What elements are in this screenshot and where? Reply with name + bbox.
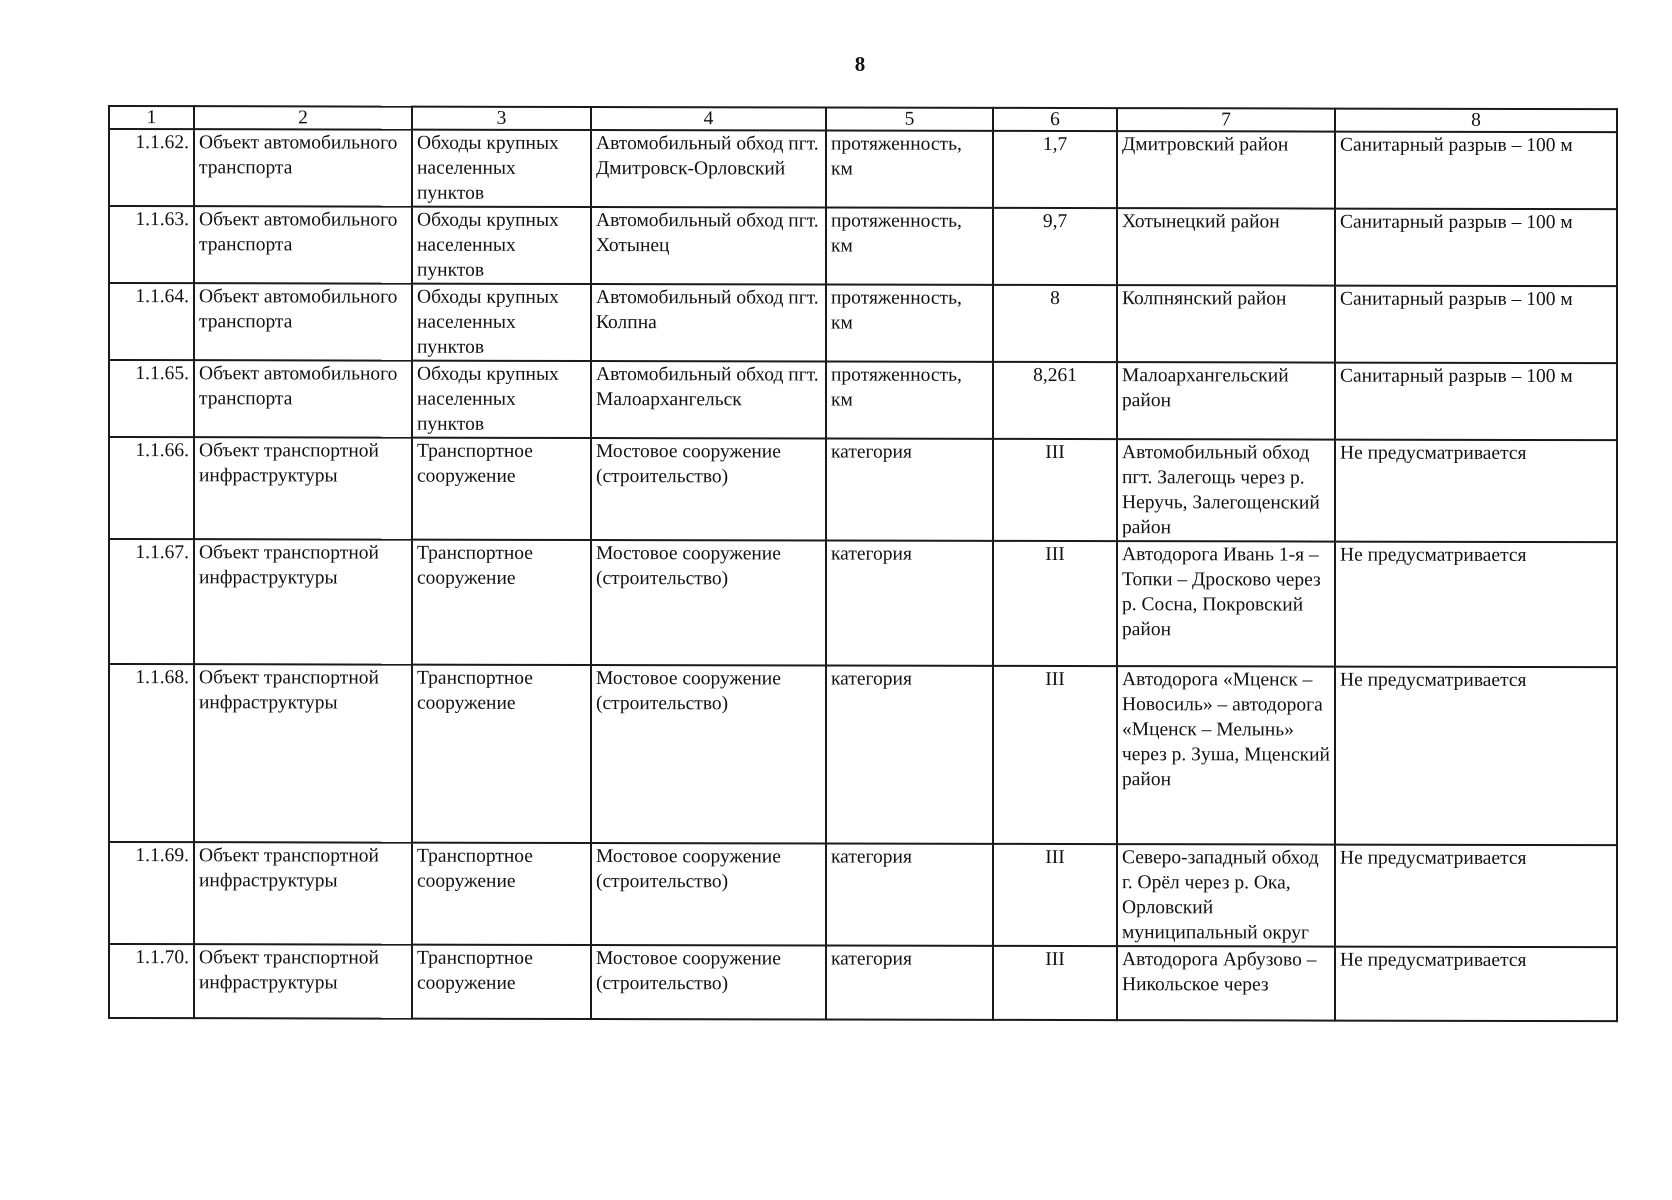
header-cell: 1: [109, 106, 194, 129]
zone-cell: Не предусматривается: [1335, 440, 1617, 543]
name-cell: Мостовое сооружение (строительство): [591, 438, 826, 540]
object-cell: Объект автомобильного транспорта: [194, 360, 412, 437]
location-cell: Хотынецкий район: [1117, 208, 1335, 285]
type-cell: Обходы крупных населенных пунктов: [412, 284, 591, 361]
value-cell: III: [993, 666, 1117, 844]
object-cell: Объект автомобильного транспорта: [194, 206, 412, 283]
parameter-cell: протяженность, км: [826, 285, 993, 362]
name-cell: Мостовое сооружение (строительство): [591, 945, 826, 1019]
zone-cell: Не предусматривается: [1335, 845, 1617, 948]
table-row: [109, 664, 1617, 845]
object-cell: Объект транспортной инфраструктуры: [194, 944, 412, 1018]
row-number: 1.1.67.: [109, 539, 194, 664]
value-cell: 8,261: [993, 362, 1117, 439]
row-number: 1.1.64.: [109, 283, 194, 360]
value-cell: III: [993, 844, 1117, 946]
location-cell: Автодорога Ивань 1-я – Топки – Дросково через р. Сосна, Покровский район: [1117, 541, 1335, 666]
location-cell: Северо-западный обход г. Орёл через р. Ока, Орловский муниципальный округ: [1117, 844, 1335, 946]
name-cell: Автомобильный обход пгт. Малоархангельск: [591, 361, 826, 438]
location-cell: Дмитровский район: [1117, 131, 1335, 208]
table-row: [109, 842, 1617, 947]
row-number: 1.1.65.: [109, 360, 194, 437]
objects-table: [108, 105, 1618, 1022]
row-number: 1.1.69.: [109, 842, 194, 944]
table-row: [109, 360, 1617, 440]
location-cell: Малоархангельский район: [1117, 362, 1335, 439]
value-cell: III: [993, 439, 1117, 541]
object-cell: Объект транспортной инфраструктуры: [194, 539, 412, 664]
object-cell: Объект транспортной инфраструктуры: [194, 437, 412, 539]
row-number: 1.1.62.: [109, 129, 194, 206]
header-row: [109, 106, 1617, 132]
type-cell: Обходы крупных населенных пунктов: [412, 207, 591, 284]
object-cell: Объект транспортной инфраструктуры: [194, 664, 412, 842]
type-cell: Обходы крупных населенных пунктов: [412, 130, 591, 207]
table-row: [109, 437, 1617, 542]
value-cell: III: [993, 946, 1117, 1020]
row-number: 1.1.70.: [109, 944, 194, 1018]
table-row: [109, 944, 1617, 1021]
name-cell: Мостовое сооружение (строительство): [591, 843, 826, 945]
zone-cell: Не предусматривается: [1335, 542, 1617, 668]
name-cell: Автомобильный обход пгт. Дмитровск-Орловский: [591, 130, 826, 207]
location-cell: Автодорога Арбузово – Никольское через: [1117, 946, 1335, 1020]
table-row: [109, 206, 1617, 286]
parameter-cell: категория: [826, 541, 993, 666]
value-cell: 1,7: [993, 131, 1117, 208]
value-cell: 9,7: [993, 208, 1117, 285]
page-number: 8: [854, 52, 866, 76]
zone-cell: Санитарный разрыв – 100 м: [1335, 286, 1617, 364]
header-cell: 4: [591, 107, 826, 130]
header-cell: 8: [1335, 109, 1617, 133]
value-cell: 8: [993, 285, 1117, 362]
header-cell: 6: [993, 108, 1117, 131]
name-cell: Автомобильный обход пгт. Колпна: [591, 284, 826, 361]
type-cell: Транспортное сооружение: [412, 843, 591, 945]
location-cell: Колпнянский район: [1117, 285, 1335, 362]
value-cell: III: [993, 541, 1117, 666]
parameter-cell: протяженность, км: [826, 362, 993, 439]
type-cell: Обходы крупных населенных пунктов: [412, 361, 591, 438]
type-cell: Транспортное сооружение: [412, 540, 591, 665]
type-cell: Транспортное сооружение: [412, 945, 591, 1019]
object-cell: Объект автомобильного транспорта: [194, 283, 412, 360]
zone-cell: Санитарный разрыв – 100 м: [1335, 132, 1617, 210]
parameter-cell: протяженность, км: [826, 131, 993, 208]
table-row: [109, 539, 1617, 667]
table-row: [109, 129, 1617, 209]
type-cell: Транспортное сооружение: [412, 665, 591, 843]
location-cell: Автомобильный обход пгт. Залегощь через р. Неручь, Залегощенский район: [1117, 439, 1335, 541]
object-cell: Объект транспортной инфраструктуры: [194, 842, 412, 944]
table-row: [109, 283, 1617, 363]
parameter-cell: категория: [826, 844, 993, 946]
parameter-cell: категория: [826, 439, 993, 541]
zone-cell: Не предусматривается: [1335, 667, 1617, 846]
header-cell: 2: [194, 106, 412, 129]
row-number: 1.1.66.: [109, 437, 194, 539]
header-cell: 5: [826, 108, 993, 131]
zone-cell: Санитарный разрыв – 100 м: [1335, 363, 1617, 441]
parameter-cell: категория: [826, 946, 993, 1020]
header-cell: 7: [1117, 108, 1335, 131]
name-cell: Мостовое сооружение (строительство): [591, 540, 826, 665]
zone-cell: Не предусматривается: [1335, 947, 1617, 1022]
object-cell: Объект автомобильного транспорта: [194, 129, 412, 206]
header-cell: 3: [412, 107, 591, 130]
row-number: 1.1.68.: [109, 664, 194, 842]
zone-cell: Санитарный разрыв – 100 м: [1335, 209, 1617, 287]
name-cell: Мостовое сооружение (строительство): [591, 665, 826, 843]
location-cell: Автодорога «Мценск – Новосиль» – автодорога «Мценск – Мелынь» через р. Зуша, Мценский район: [1117, 666, 1335, 844]
name-cell: Автомобильный обход пгт. Хотынец: [591, 207, 826, 284]
parameter-cell: протяженность, км: [826, 208, 993, 285]
row-number: 1.1.63.: [109, 206, 194, 283]
type-cell: Транспортное сооружение: [412, 438, 591, 540]
parameter-cell: категория: [826, 666, 993, 844]
